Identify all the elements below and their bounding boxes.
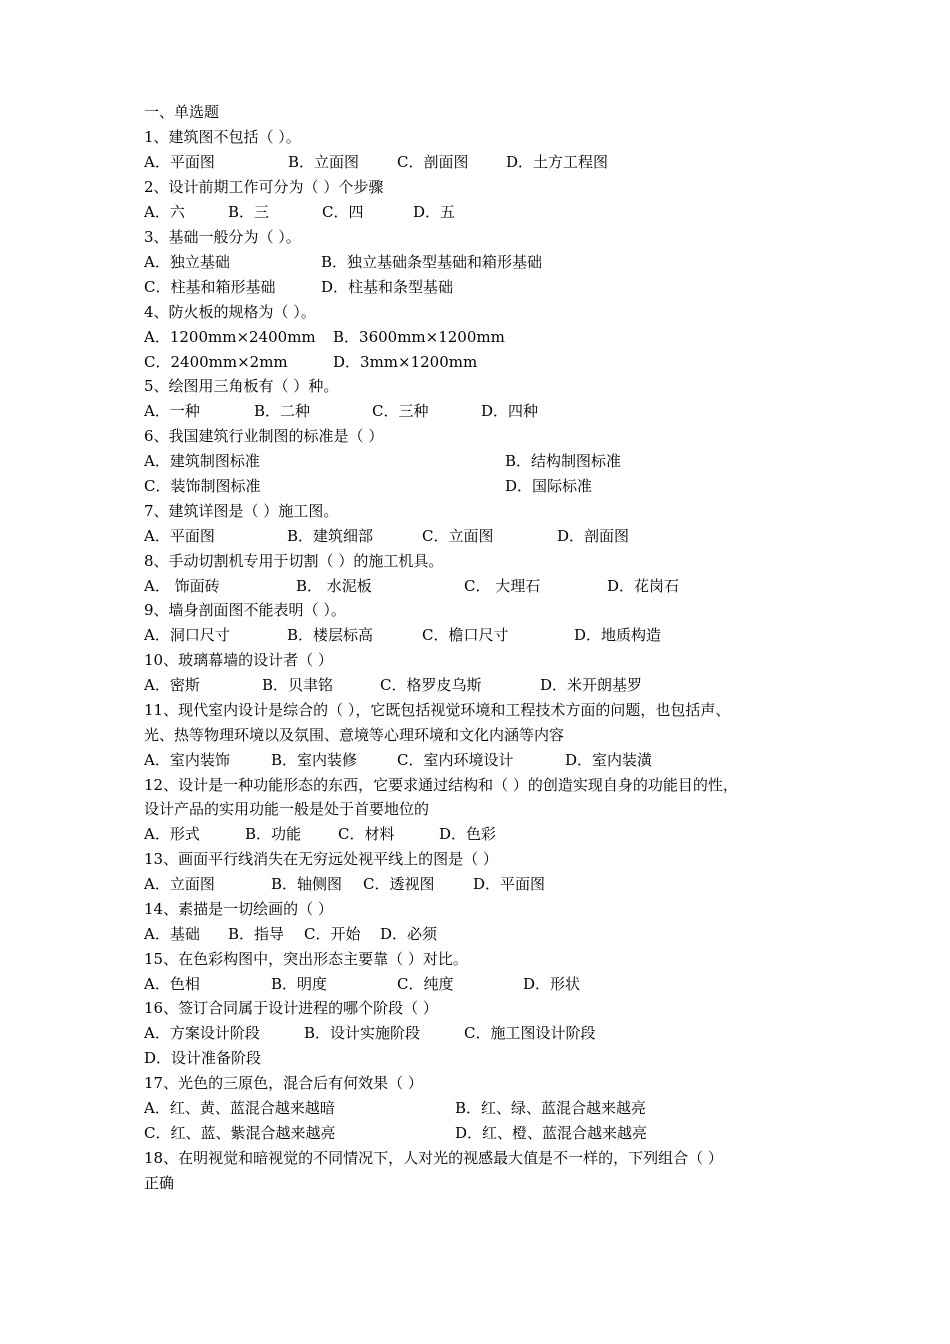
option-5a: A．一种 — [144, 402, 200, 420]
option-8b: B． 水泥板 — [296, 577, 372, 595]
option-15b: B．明度 — [271, 975, 328, 993]
option-1b: B．立面图 — [288, 153, 360, 171]
options-row-14 — [144, 922, 844, 947]
question-stem-18-line2: 正确 — [144, 1174, 175, 1192]
option-4c: C．2400mm×2mm — [144, 353, 288, 371]
option-12b: B．功能 — [245, 825, 302, 843]
option-3a: A．独立基础 — [144, 253, 230, 271]
option-5b: B．二种 — [254, 402, 311, 420]
option-16a: A．方案设计阶段 — [144, 1024, 260, 1042]
option-16d: D．设计准备阶段 — [144, 1049, 262, 1067]
options-row-9 — [144, 623, 844, 648]
options-row-11 — [144, 748, 844, 773]
options-row-4a — [144, 325, 844, 350]
option-8c: C． 大理石 — [464, 577, 541, 595]
option-17d: D．红、橙、蓝混合越来越亮 — [455, 1124, 648, 1142]
options-row-2 — [144, 200, 844, 225]
question-stem-10: 10、玻璃幕墙的设计者（ ） — [144, 651, 333, 669]
options-row-16a — [144, 1021, 844, 1046]
option-1c: C．剖面图 — [397, 153, 469, 171]
option-14a: A．基础 — [144, 925, 200, 943]
option-4b: B．3600mm×1200mm — [333, 328, 505, 346]
options-row-12 — [144, 822, 844, 847]
option-15a: A．色相 — [144, 975, 200, 993]
option-12c: C．材料 — [338, 825, 395, 843]
option-3d: D．柱基和条型基础 — [321, 278, 454, 296]
option-7c: C．立面图 — [422, 527, 494, 545]
option-6a: A．建筑制图标准 — [144, 452, 260, 470]
option-9d: D．地质构造 — [574, 626, 662, 644]
option-1a: A．平面图 — [144, 153, 215, 171]
options-row-5 — [144, 399, 844, 424]
question-stem-11-line2: 光、热等物理环境以及氛围、意境等心理环境和文化内涵等内容 — [144, 726, 565, 744]
option-5d: D．四种 — [481, 402, 539, 420]
question-stem-9: 9、墙身剖面图不能表明（ ）。 — [144, 601, 346, 619]
question-stem-7: 7、建筑详图是（ ）施工图。 — [144, 502, 339, 520]
question-stem-15: 15、在色彩构图中，突出形态主要靠（ ）对比。 — [144, 950, 468, 968]
question-stem-12-line1: 12、设计是一种功能形态的东西，它要求通过结构和（ ）的创造实现自身的功能目的性， — [144, 776, 738, 794]
option-7d: D．剖面图 — [557, 527, 630, 545]
options-row-3a — [144, 250, 844, 275]
options-row-6a — [144, 449, 844, 474]
question-stem-14: 14、素描是一切绘画的（ ） — [144, 900, 333, 918]
option-6c: C．装饰制图标准 — [144, 477, 261, 495]
option-10b: B．贝聿铭 — [262, 676, 334, 694]
option-8d: D．花岗石 — [607, 577, 680, 595]
option-10a: A．密斯 — [144, 676, 200, 694]
option-17a: A．红、黄、蓝混合越来越暗 — [144, 1099, 335, 1117]
question-stem-2: 2、设计前期工作可分为（ ）个步骤 — [144, 178, 384, 196]
options-row-17b — [144, 1121, 844, 1146]
option-10d: D．米开朗基罗 — [540, 676, 643, 694]
question-stem-6: 6、我国建筑行业制图的标准是（ ） — [144, 427, 384, 445]
option-7b: B．建筑细部 — [287, 527, 374, 545]
option-2a: A．六 — [144, 203, 185, 221]
section-title: 一、单选题 — [144, 103, 220, 121]
option-13d: D．平面图 — [473, 875, 546, 893]
options-row-3b — [144, 275, 844, 300]
option-11a: A．室内装饰 — [144, 751, 230, 769]
option-14c: C．开始 — [304, 925, 361, 943]
option-11b: B．室内装修 — [271, 751, 358, 769]
question-stem-16: 16、签订合同属于设计进程的哪个阶段（ ） — [144, 999, 438, 1017]
option-14b: B．指导 — [228, 925, 285, 943]
question-stem-4: 4、防火板的规格为（ ）。 — [144, 303, 316, 321]
option-13c: C．透视图 — [363, 875, 435, 893]
options-row-17a — [144, 1096, 844, 1121]
question-stem-1: 1、建筑图不包括（ ）。 — [144, 128, 301, 146]
option-10c: C．格罗皮乌斯 — [380, 676, 482, 694]
option-16c: C．施工图设计阶段 — [464, 1024, 596, 1042]
question-stem-12-line2: 设计产品的实用功能一般是处于首要地位的 — [144, 800, 430, 818]
option-1d: D．土方工程图 — [506, 153, 609, 171]
option-15c: C．纯度 — [397, 975, 454, 993]
option-7a: A．平面图 — [144, 527, 215, 545]
options-row-13 — [144, 872, 844, 897]
question-stem-5: 5、绘图用三角板有（ ）种。 — [144, 377, 339, 395]
question-stem-11-line1: 11、现代室内设计是综合的（ ），它既包括视觉环境和工程技术方面的问题，也包括声、 — [144, 701, 731, 719]
options-row-7 — [144, 524, 844, 549]
option-9b: B．楼层标高 — [287, 626, 374, 644]
option-12a: A．形式 — [144, 825, 200, 843]
question-stem-3: 3、基础一般分为（ ）。 — [144, 228, 301, 246]
option-8a: A． 饰面砖 — [144, 577, 220, 595]
options-row-1 — [144, 150, 844, 175]
option-9a: A．洞口尺寸 — [144, 626, 230, 644]
question-stem-8: 8、手动切割机专用于切割（ ）的施工机具。 — [144, 552, 444, 570]
option-2c: C．四 — [322, 203, 364, 221]
option-12d: D．色彩 — [439, 825, 497, 843]
option-13b: B．轴侧图 — [271, 875, 343, 893]
option-14d: D．必须 — [380, 925, 438, 943]
option-6d: D．国际标准 — [505, 477, 593, 495]
option-4d: D．3mm×1200mm — [333, 353, 478, 371]
option-16b: B．设计实施阶段 — [304, 1024, 421, 1042]
option-3c: C．柱基和箱形基础 — [144, 278, 276, 296]
options-row-4b — [144, 350, 844, 375]
option-17b: B．红、绿、蓝混合越来越亮 — [455, 1099, 647, 1117]
options-row-8 — [144, 574, 844, 599]
options-row-10 — [144, 673, 844, 698]
option-11c: C．室内环境设计 — [397, 751, 514, 769]
option-3b: B．独立基础条型基础和箱形基础 — [321, 253, 543, 271]
option-11d: D．室内装潢 — [565, 751, 653, 769]
option-4a: A．1200mm×2400mm — [144, 328, 316, 346]
options-row-16b — [144, 1046, 261, 1071]
option-2d: D．五 — [413, 203, 456, 221]
option-17c: C．红、蓝、紫混合越来越亮 — [144, 1124, 336, 1142]
options-row-15 — [144, 972, 844, 997]
options-row-6b — [144, 474, 844, 499]
option-2b: B．三 — [228, 203, 270, 221]
question-stem-13: 13、画面平行线消失在无穷远处视平线上的图是（ ） — [144, 850, 498, 868]
question-stem-18-line1: 18、在明视觉和暗视觉的不同情况下，人对光的视感最大值是不一样的，下列组合（ ） — [144, 1149, 723, 1167]
option-13a: A．立面图 — [144, 875, 215, 893]
question-stem-17: 17、光色的三原色，混合后有何效果（ ） — [144, 1074, 423, 1092]
option-15d: D．形状 — [523, 975, 581, 993]
option-6b: B．结构制图标准 — [505, 452, 622, 470]
option-5c: C．三种 — [372, 402, 429, 420]
option-9c: C．檐口尺寸 — [422, 626, 509, 644]
